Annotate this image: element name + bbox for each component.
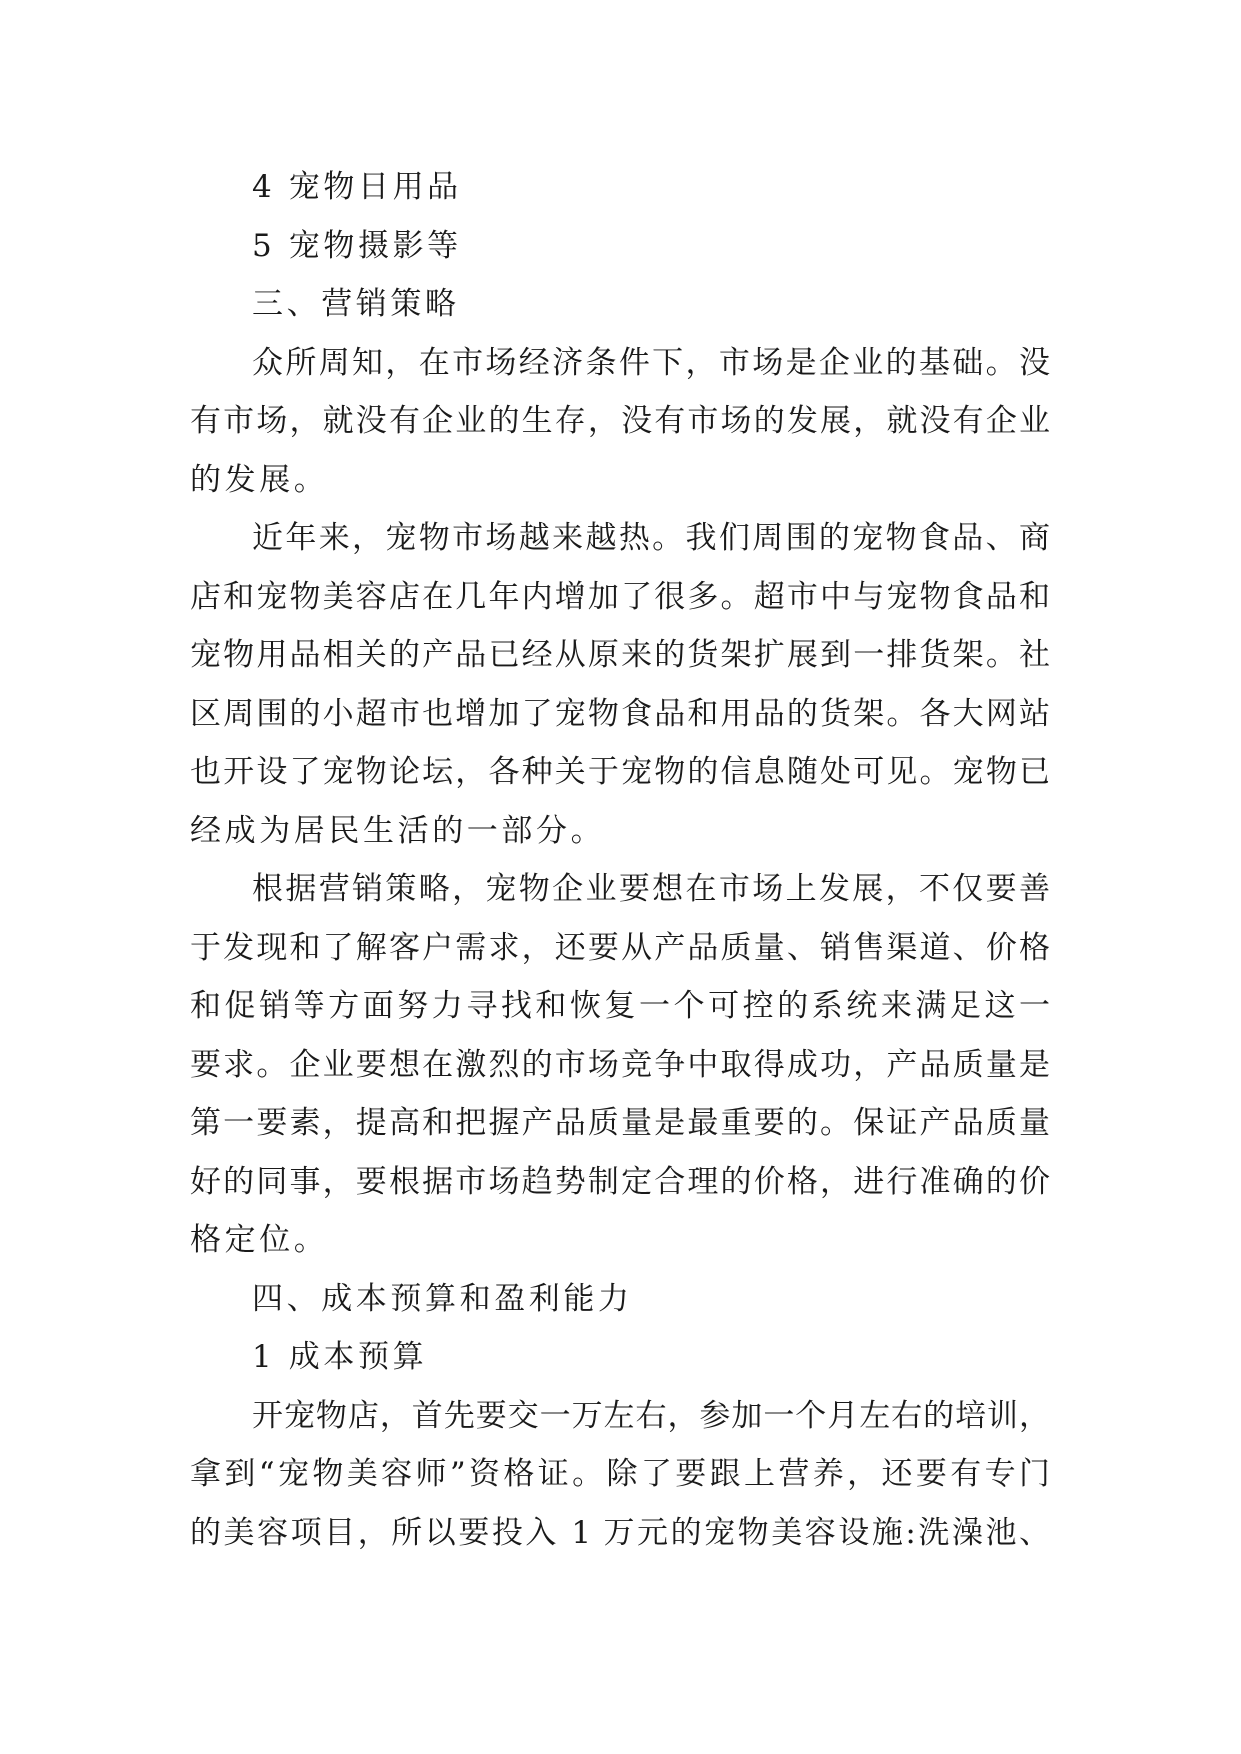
text-line: 宠物用品相关的产品已经从原来的货架扩展到一排货架。社 <box>190 637 1050 673</box>
section-heading: 四、成本预算和盈利能力 <box>252 1280 633 1317</box>
text-line: 区周围的小超市也增加了宠物食品和用品的货架。各大网站 <box>190 695 1050 732</box>
text-line: 第一要素，提高和把握产品质量是最重要的。保证产品质量 <box>190 1105 1050 1141</box>
text-line: 近年来，宠物市场越来越热。我们周围的宠物食品、商 <box>252 520 1050 556</box>
text-line: 经成为居民生活的一部分。 <box>190 812 606 849</box>
text-line: 和促销等方面努力寻找和恢复一个可控的系统来满足这一 <box>190 988 1050 1024</box>
text-line: 格定位。 <box>190 1222 329 1258</box>
text-line: 店和宠物美容店在几年内增加了很多。超市中与宠物食品和 <box>190 578 1050 615</box>
subsection-heading: 1 成本预算 <box>252 1339 428 1375</box>
text-line: 拿到“宠物美容师”资格证。除了要跟上营养，还要有专门 <box>190 1456 1050 1492</box>
text-line: 也开设了宠物论坛，各种关于宠物的信息随处可见。宠物已 <box>190 754 1050 790</box>
text-line: 于发现和了解客户需求，还要从产品质量、销售渠道、价格 <box>190 929 1050 966</box>
text-line: 5 宠物摄影等 <box>252 227 462 264</box>
section-heading: 三、营销策略 <box>252 286 460 322</box>
text-line: 4 宠物日用品 <box>252 169 462 205</box>
document-page <box>190 158 1050 1562</box>
text-line: 众所周知，在市场经济条件下，市场是企业的基础。没 <box>252 344 1050 381</box>
text-line: 要求。企业要想在激烈的市场竞争中取得成功，产品质量是 <box>190 1046 1050 1083</box>
text-line: 根据营销策略，宠物企业要想在市场上发展，不仅要善 <box>252 871 1050 907</box>
text-line: 好的同事，要根据市场趋势制定合理的价格，进行准确的价 <box>190 1163 1050 1200</box>
text-line: 开宠物店，首先要交一万左右，参加一个月左右的培训， <box>252 1397 1050 1434</box>
text-line: 的发展。 <box>190 461 329 498</box>
text-line: 有市场，就没有企业的生存，没有市场的发展，就没有企业 <box>190 403 1050 439</box>
text-line: 的美容项目，所以要投入 1 万元的宠物美容设施:洗澡池、 <box>190 1514 1050 1551</box>
